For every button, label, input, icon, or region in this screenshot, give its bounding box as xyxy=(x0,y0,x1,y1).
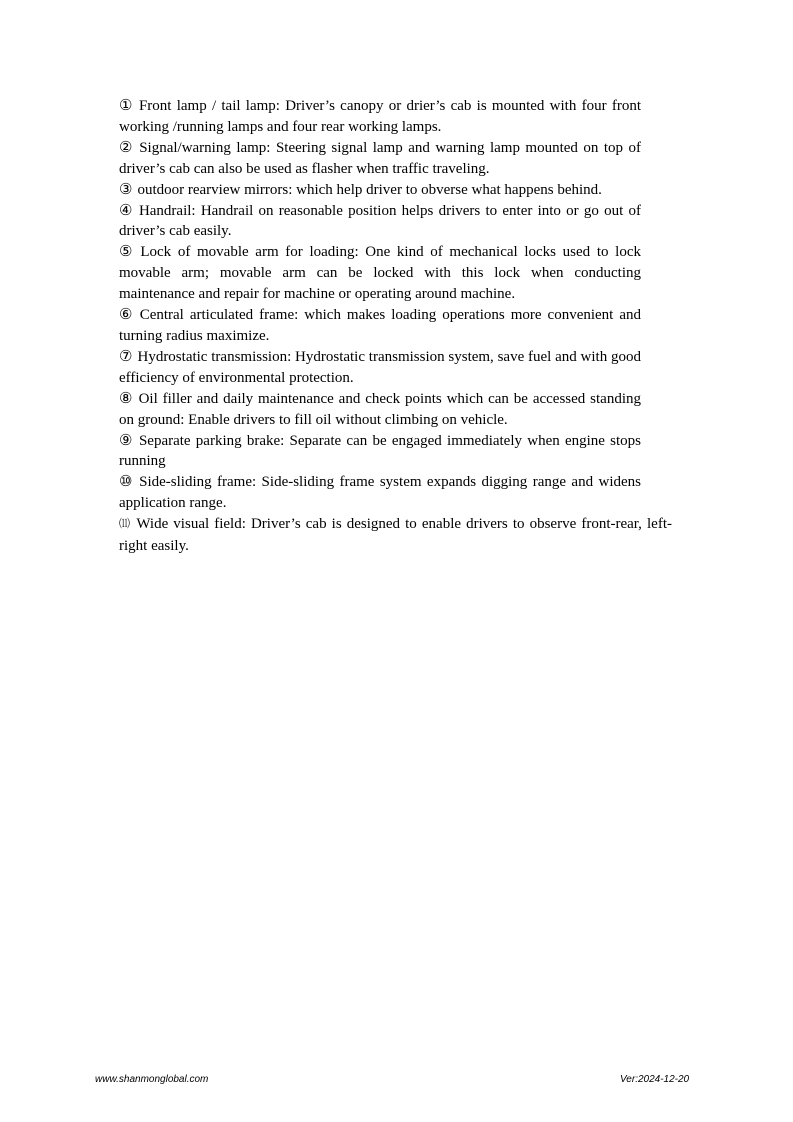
item-text: Oil filler and daily maintenance and check points which can be accessed standing on ground: Enable drivers to fill oil without climbing on vehicle. xyxy=(119,390,641,428)
item-text: Front lamp / tail lamp: Driver’s canopy or drier’s cab is mounted with four front working /running lamps and four rear working lamps. xyxy=(119,98,641,135)
item-number: ⑧ xyxy=(119,390,134,407)
item-number: ② xyxy=(119,139,135,156)
list-item xyxy=(119,431,641,473)
item-number: ⑥ xyxy=(119,307,135,324)
item-text: Hydrostatic transmission: Hydrostatic transmission system, save fuel and with good efficiency of environmental protection. xyxy=(119,348,641,386)
item-text: Side-sliding frame: Side-sliding frame system expands digging range and widens application range. xyxy=(119,474,641,512)
item-number: ⑩ xyxy=(119,474,135,491)
item-number: ⑦ xyxy=(119,348,133,365)
footer-website: www.shanmonglobal.com xyxy=(95,1074,209,1085)
item-number: ④ xyxy=(119,202,134,219)
item-number: ① xyxy=(119,98,134,114)
feature-list xyxy=(119,96,673,557)
item-text: Lock of movable arm for loading: One kind of mechanical locks used to lock movable arm; movable arm can be locked with this lock when conducting maintenance and repair for machine or operating around machine. xyxy=(119,244,641,303)
item-text: Wide visual field: Driver’s cab is designed to enable drivers to observe front-rear, left-right easily. xyxy=(119,516,673,555)
item-number: ⑤ xyxy=(119,244,136,261)
item-number: ③ xyxy=(119,181,133,198)
list-item xyxy=(119,138,641,180)
list-item xyxy=(119,180,641,201)
list-item xyxy=(119,389,641,431)
item-text: Separate parking brake: Separate can be engaged immediately when engine stops running xyxy=(119,432,642,470)
item-number: ⑨ xyxy=(119,432,134,449)
list-item xyxy=(119,347,641,389)
list-item xyxy=(119,242,641,305)
footer-version: Ver:2024-12-20 xyxy=(620,1074,690,1085)
item-number: ⑾ xyxy=(119,518,132,531)
list-item xyxy=(119,514,672,557)
item-text: outdoor rearview mirrors: which help driver to obverse what happens behind. xyxy=(137,181,602,198)
item-text: Central articulated frame: which makes loading operations more convenient and turning radius maximize. xyxy=(119,307,642,344)
item-text: Handrail: Handrail on reasonable position helps drivers to enter into or go out of driver’s cab easily. xyxy=(119,202,641,240)
item-text: Signal/warning lamp: Steering signal lamp and warning lamp mounted on top of driver’s cab can also be used as flasher when traffic traveling. xyxy=(119,139,641,177)
list-item xyxy=(119,305,641,347)
list-item xyxy=(119,96,641,138)
list-item xyxy=(119,472,641,514)
list-item xyxy=(119,201,641,243)
